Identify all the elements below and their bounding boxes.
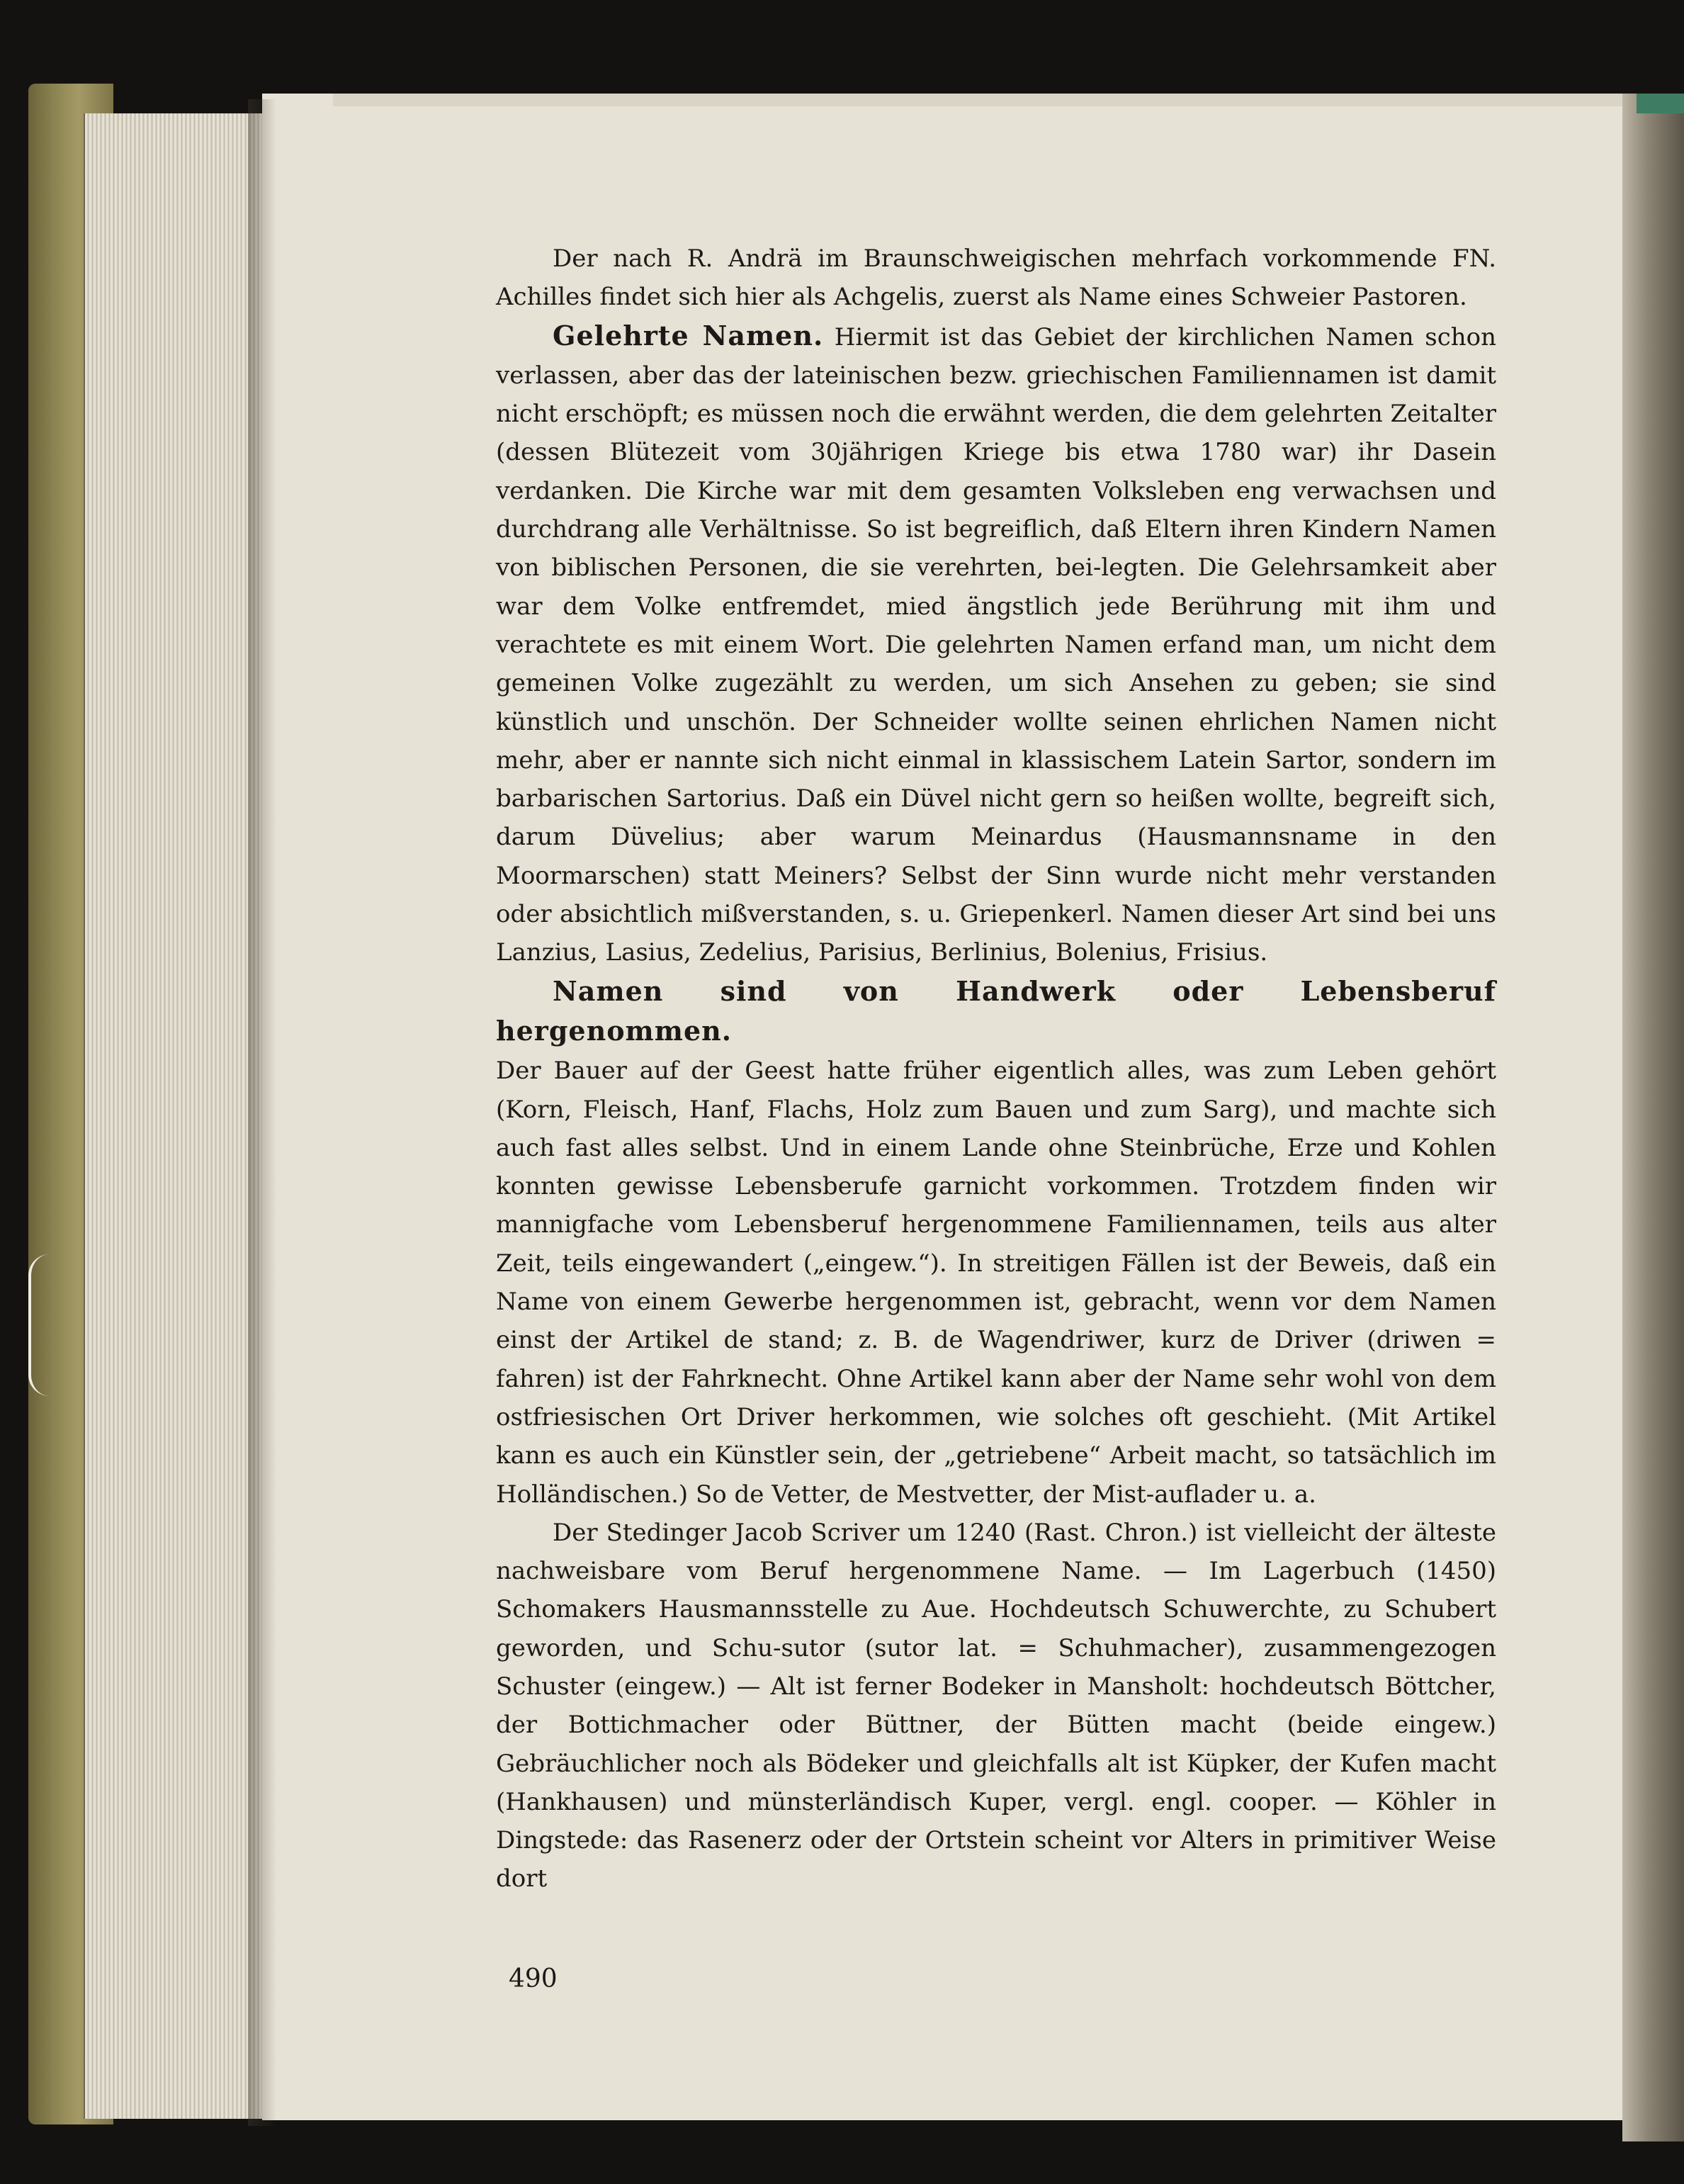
page-number: 490	[509, 1964, 558, 1993]
section-heading-handwerk: Namen sind von Handwerk oder Lebensberuf hergenommen.	[496, 974, 1496, 1047]
bookmark-thread	[28, 1254, 60, 1396]
facing-page-edge	[1622, 94, 1684, 2141]
paragraph-text: Der Bauer auf der Geest hatte früher eigentlich alles, was zum Leben gehört (Korn, Fleisch, Hanf, Flachs, Holz zum Bauen und zum Sarg), und machte sich auch fast alles selbst. Und in einem Lande ohne Steinbrüche, Erze und Kohlen konnten gewisse Lebensberufe garnicht vorkommen. Trotzdem finden wir mannigfache vom Lebensberuf hergenommene Familiennamen, teils aus alter Zeit, teils eingewandert („eingew.“). In streitigen Fällen ist der Beweis, daß ein Name von einem Gewerbe hergenommen ist, gebracht, wenn vor dem Namen einst der Artikel de stand; z. B. de Wagendriwer, kurz de Driver (driwen = fahren) ist der Fahrknecht. Ohne Artikel kann aber der Name sehr wohl von dem ostfriesischen Ort Driver herkommen, wie solches oft geschieht. (Mit Artikel kann es auch ein Künstler sein, der „getriebene“ Arbeit macht, so tatsächlich im Holländischen.) So de Vetter, de Mestvetter, der Mist-auflader u. a.	[496, 1057, 1496, 1509]
page-body	[496, 240, 1496, 1898]
paragraph-text: Der Stedinger Jacob Scriver um 1240 (Rast. Chron.) ist vielleicht der älteste nachweisbare vom Beruf hergenommene Name. — Im Lagerbuch (1450) Schomakers Hausmannsstelle zu Aue. Hochdeutsch Schuwerchte, zu Schubert geworden, und Schu-sutor (sutor lat. = Schuhmacher), zusammengezogen Schuster (eingew.) — Alt ist ferner Bodeker in Mansholt: hochdeutsch Böttcher, der Bottichmacher oder Büttner, der Bütten macht (beide eingew.) Gebräuchlicher noch als Bödeker und gleichfalls alt ist Küpker, der Kufen macht (Hankhausen) und münsterländisch Kuper, vergl. engl. cooper. — Köhler in Dingstede: das Rasenerz oder der Ortstein scheint vor Alters in primitiver Weise dort	[496, 1518, 1496, 1893]
paragraph-text: Hiermit ist das Gebiet der kirchlichen Namen schon verlassen, aber das der lateinischen bezw. griechischen Familiennamen ist damit nicht erschöpft; es müssen noch die erwähnt werden, die dem gelehrten Zeitalter (dessen Blütezeit vom 30jährigen Kriege bis etwa 1780 war) ihr Dasein verdanken. Die Kirche war mit dem gesamten Volksleben eng verwachsen und durchdrang alle Verhältnisse. So ist begreiflich, daß Eltern ihren Kindern Namen von biblischen Personen, die sie verehrten, bei-legten. Die Gelehrsamkeit aber war dem Volke entfremdet, mied ängstlich jede Berührung mit ihm und verachtete es mit einem Wort. Die gelehrten Namen erfand man, um nicht dem gemeinen Volke zugezählt zu werden, um sich Ansehen zu geben; sie sind künstlich und unschön. Der Schneider wollte seinen ehrlichen Namen nicht mehr, aber er nannte sich nicht einmal in klassischem Latein Sartor, sondern im barbarischen Sartorius. Daß ein Düvel nicht gern so heißen wollte, begreift sich, darum Düvelius; aber warum Meinardus (Hausmannsname in den Moormarschen) statt Meiners? Selbst der Sinn wurde nicht mehr verstanden oder absichtlich mißverstanden, s. u. Griepenkerl. Namen dieser Art sind bei uns Lanzius, Lasius, Zedelius, Parisius, Berlinius, Bolenius, Frisius.	[496, 322, 1497, 967]
page-top-edge	[333, 94, 1651, 106]
ribbon-tab	[1637, 94, 1684, 113]
paragraph-1	[496, 240, 1496, 317]
paragraph-2	[496, 317, 1496, 972]
paragraph-4	[496, 1514, 1496, 1898]
page-stack-edge	[84, 113, 262, 2119]
gutter-shadow	[248, 99, 276, 2126]
paragraph-text: Der nach R. Andrä im Braunschweigischen mehrfach vorkommende FN. Achilles findet sich hier als Achgelis, zuerst als Name eines Schweier Pastoren.	[496, 244, 1496, 312]
paragraph-3	[496, 972, 1496, 1514]
section-heading-gelehrte-namen: Gelehrte Namen.	[553, 319, 824, 351]
